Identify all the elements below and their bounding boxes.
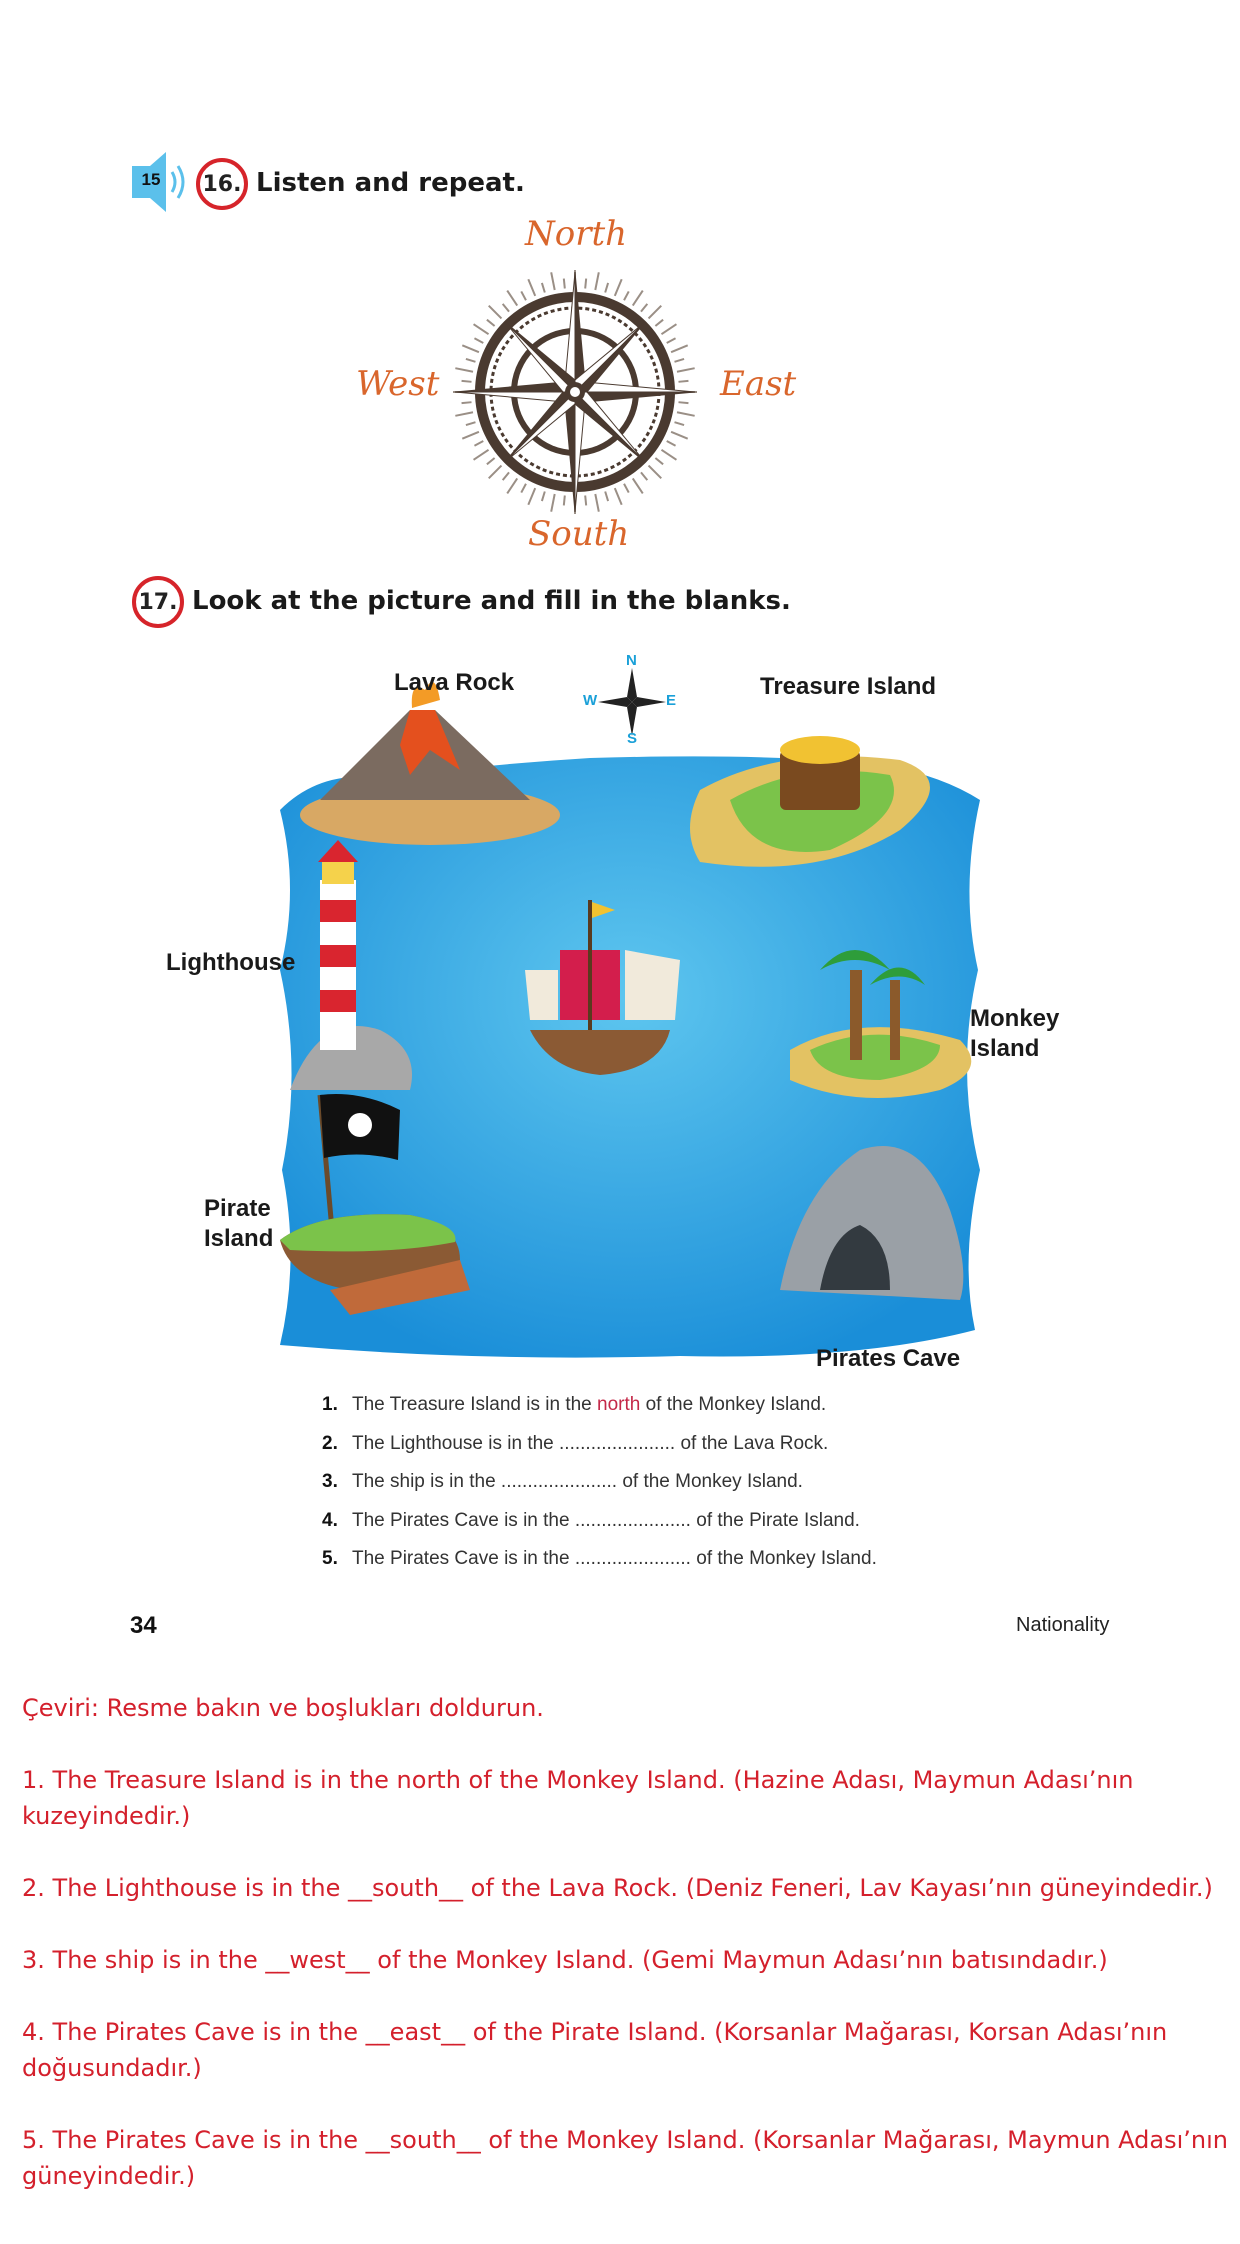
compass-tick xyxy=(679,402,689,403)
mini-compass-n: N xyxy=(626,652,637,669)
compass-east-label: East xyxy=(720,364,797,404)
compass-tick xyxy=(455,368,473,372)
compass-tick xyxy=(675,422,685,425)
sentence-1 xyxy=(322,1386,962,1425)
compass-tick xyxy=(649,466,662,479)
compass-south-label: South xyxy=(528,514,630,554)
exercise-17-number: 17. xyxy=(132,576,184,628)
label-lighthouse: Lighthouse xyxy=(166,949,296,976)
label-monkey-island xyxy=(970,1004,1059,1064)
compass-tick xyxy=(474,338,483,343)
sentence-text: of the Monkey Island. xyxy=(640,1394,827,1416)
mini-compass-s: S xyxy=(627,730,638,747)
compass-tick xyxy=(462,432,479,439)
compass-tick xyxy=(615,488,622,505)
sentence-3 xyxy=(322,1463,962,1502)
compass-tick xyxy=(455,412,473,416)
sentence-text: of the Pirate Island. xyxy=(690,1509,860,1531)
compass-tick xyxy=(595,272,599,290)
compass-tick xyxy=(507,291,517,306)
sentence-number: 1. xyxy=(322,1394,338,1416)
sentence-text: The ship is in the xyxy=(352,1471,501,1493)
compass-tick xyxy=(605,492,608,502)
sentence-text: The Pirates Cave is in the xyxy=(352,1548,575,1570)
compass-tick xyxy=(677,412,695,416)
compass-tick xyxy=(462,402,472,403)
compass-tick xyxy=(585,496,586,506)
exercise-16-title: Listen and repeat. xyxy=(256,168,525,198)
compass-tick xyxy=(671,345,688,352)
compass-tick xyxy=(528,279,535,296)
label-treasure-island: Treasure Island xyxy=(760,673,937,700)
sentence-answer: north xyxy=(597,1394,641,1416)
compass-tick xyxy=(542,492,545,502)
label-lava-rock: Lava Rock xyxy=(394,669,515,696)
compass-tick xyxy=(487,458,495,464)
audio-track[interactable] xyxy=(130,152,190,212)
page-number: 34 xyxy=(130,1612,157,1639)
label-pirates-cave: Pirates Cave xyxy=(816,1345,961,1372)
sentence-text: The Lighthouse is in the xyxy=(352,1432,560,1454)
compass-tick xyxy=(615,279,622,296)
translation-heading: Çeviri: Resme bakın ve boşlukları doldurun. xyxy=(22,1694,544,1722)
compass-tick xyxy=(661,450,676,460)
compass-tick xyxy=(462,345,479,352)
compass-tick xyxy=(667,338,676,343)
compass-tick xyxy=(466,422,476,425)
sentence-blank[interactable]: ...................... xyxy=(574,1548,691,1570)
compass-tick xyxy=(667,441,676,446)
translation-block xyxy=(22,1690,1232,2230)
mini-compass-w: W xyxy=(583,692,598,709)
sentence-text: of the Monkey Island. xyxy=(617,1471,803,1493)
mini-compass-icon xyxy=(598,668,666,736)
sentence-text: of the Lava Rock. xyxy=(675,1432,829,1454)
sentence-text: The Pirates Cave is in the xyxy=(352,1509,575,1531)
compass-tick xyxy=(661,324,676,334)
compass-tick xyxy=(624,484,629,493)
sentence-text: of the Monkey Island. xyxy=(690,1548,877,1570)
translation-line-4: 4. The Pirates Cave is in the __east__ of the Pirate Island. (Korsanlar Mağarası, Korsan Adası’nın doğusundadır.) xyxy=(22,2018,1168,2082)
compass-tick xyxy=(528,488,535,505)
compass-tick xyxy=(585,279,586,289)
compass-tick xyxy=(474,441,483,446)
compass-tick xyxy=(489,466,502,479)
mini-compass-e: E xyxy=(666,692,677,709)
compass-tick xyxy=(595,494,599,512)
compass-tick xyxy=(507,478,517,493)
compass-tick xyxy=(564,496,565,506)
compass-tick xyxy=(624,291,629,300)
label-pirate-island-line1: Pirate xyxy=(204,1195,271,1222)
translation-line-1: 1. The Treasure Island is in the north of the Monkey Island. (Hazine Adası, Maymun Adası’nın kuzeyindedir.) xyxy=(22,1766,1134,1830)
compass-rose-icon xyxy=(445,262,705,522)
sentence-5 xyxy=(322,1540,962,1579)
compass-tick xyxy=(633,478,643,493)
compass-tick xyxy=(474,324,489,334)
compass-tick xyxy=(649,306,662,319)
compass-tick xyxy=(503,472,509,480)
compass-north-label: North xyxy=(525,214,628,254)
compass-tick xyxy=(521,291,526,300)
sentence-2 xyxy=(322,1425,962,1464)
sentence-blank[interactable]: ...................... xyxy=(500,1471,618,1493)
audio-track-number: 15 xyxy=(141,170,161,189)
compass-tick xyxy=(542,283,545,293)
compass-tick xyxy=(551,494,555,512)
sentence-4 xyxy=(322,1502,962,1541)
compass-tick xyxy=(641,304,647,312)
compass-tick xyxy=(503,304,509,312)
label-monkey-island-line2: Island xyxy=(970,1035,1040,1062)
translation-line-5: 5. The Pirates Cave is in the __south__ of the Monkey Island. (Korsanlar Mağarası, Maymun Adası’nın güneyindedir.) xyxy=(22,2126,1228,2190)
compass-west-label: West xyxy=(356,364,440,404)
compass-tick xyxy=(671,432,688,439)
treasure-map xyxy=(260,650,1000,1370)
unit-topic: Nationality xyxy=(1016,1614,1110,1636)
compass-tick xyxy=(466,359,476,362)
sentence-number: 2. xyxy=(322,1432,338,1454)
compass-tick xyxy=(474,450,489,460)
compass-tick xyxy=(655,458,663,464)
compass-tick xyxy=(551,272,555,290)
exercise-17-title: Look at the picture and fill in the blanks. xyxy=(192,586,791,616)
compass-tick xyxy=(605,283,608,293)
compass-tick xyxy=(564,279,565,289)
label-pirate-island-line2: Island xyxy=(204,1225,274,1252)
sentence-number: 5. xyxy=(322,1548,338,1570)
compass-tick xyxy=(655,320,663,326)
compass-tick xyxy=(521,484,526,493)
label-monkey-island-line1: Monkey xyxy=(970,1005,1060,1032)
exercise-16-number: 16. xyxy=(196,158,248,210)
compass-tick xyxy=(487,320,495,326)
sentence-text: The Treasure Island is in the xyxy=(352,1394,598,1416)
compass-tick xyxy=(679,381,689,382)
sentence-blank[interactable]: ...................... xyxy=(574,1509,691,1531)
label-pirate-island xyxy=(204,1194,273,1254)
compass-tick xyxy=(677,368,695,372)
sentence-number: 3. xyxy=(322,1471,338,1493)
sentence-blank[interactable]: ...................... xyxy=(559,1432,676,1454)
compass-tick xyxy=(462,381,472,382)
sentence-number: 4. xyxy=(322,1509,338,1531)
compass-tick xyxy=(633,291,643,306)
fill-in-sentences xyxy=(322,1386,962,1579)
translation-line-2: 2. The Lighthouse is in the __south__ of the Lava Rock. (Deniz Feneri, Lav Kayası’nın güneyindedir.) xyxy=(22,1874,1213,1902)
compass-tick xyxy=(675,359,685,362)
translation-line-3: 3. The ship is in the __west__ of the Monkey Island. (Gemi Maymun Adası’nın batısındadır.) xyxy=(22,1946,1108,1974)
compass-tick xyxy=(489,306,502,319)
compass-tick xyxy=(641,472,647,480)
